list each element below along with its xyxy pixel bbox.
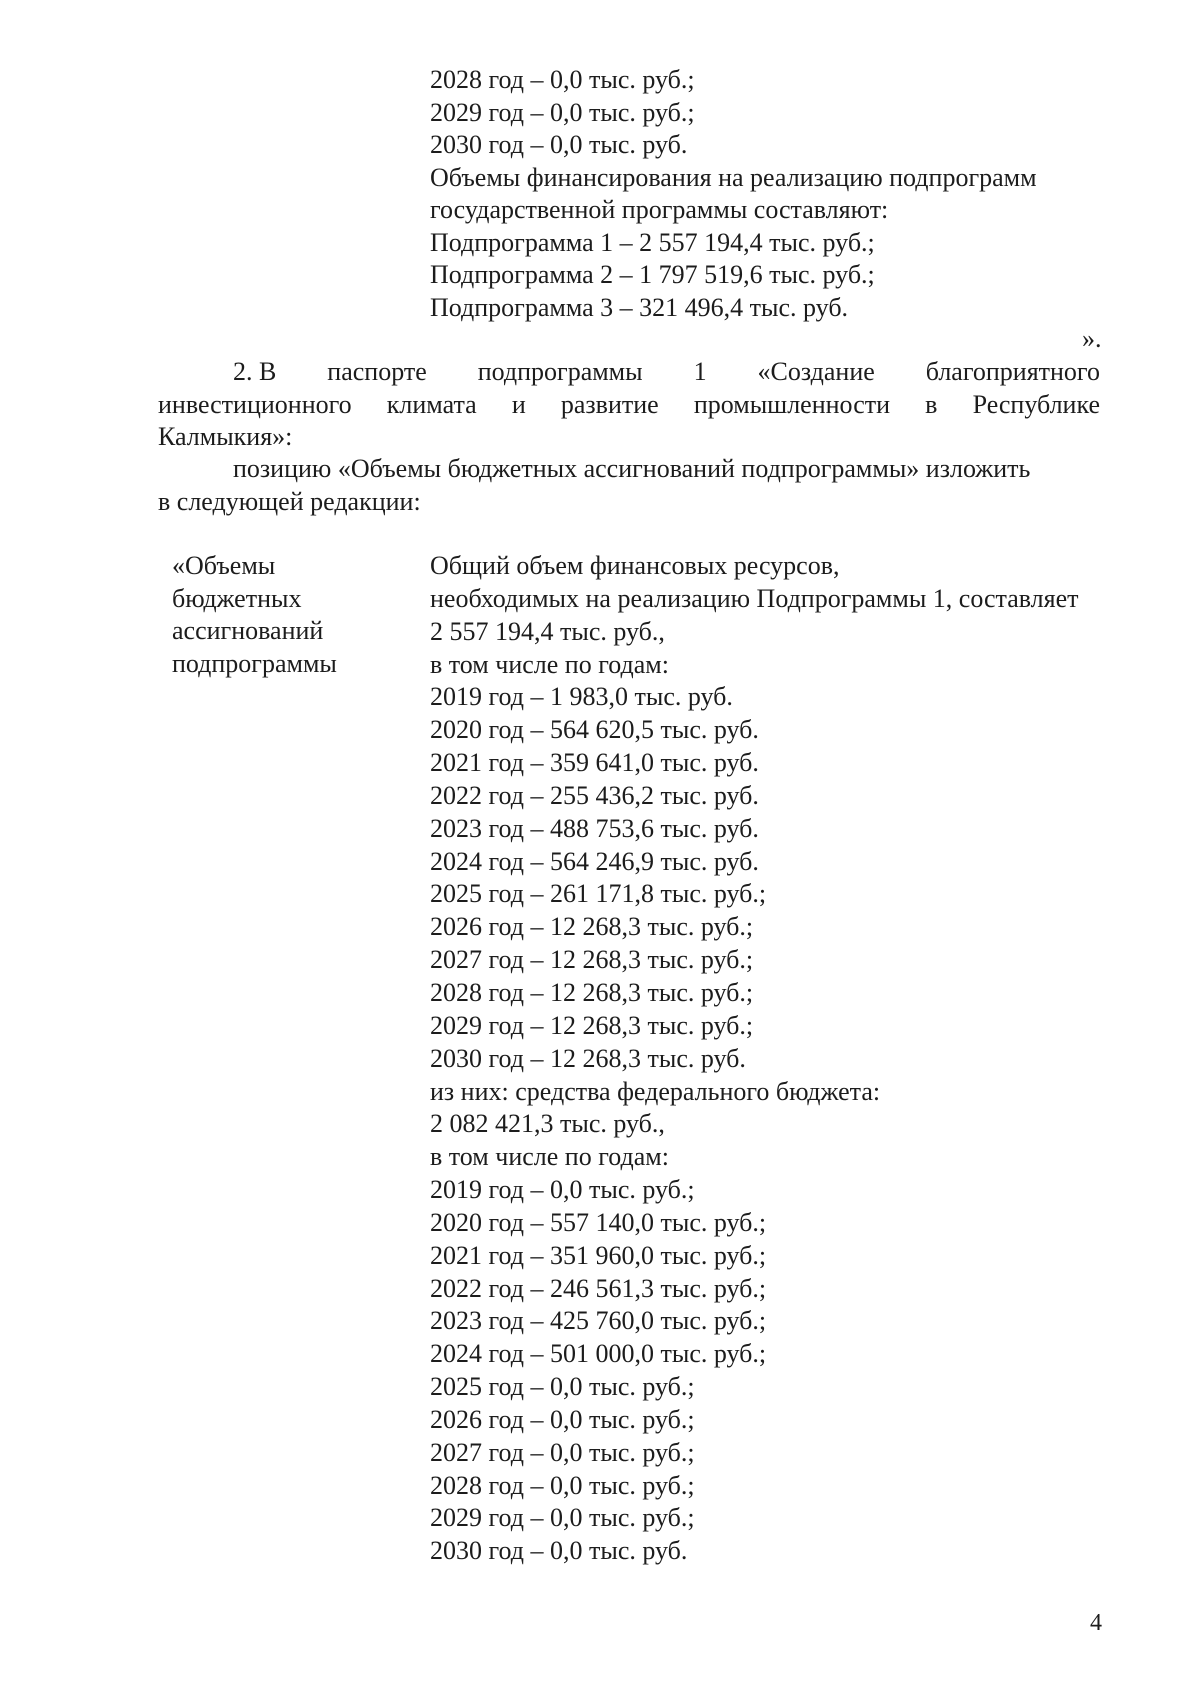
paragraph-line: [158, 389, 1100, 422]
funding-line: 2030 год – 12 268,3 тыс. руб.: [430, 1043, 746, 1073]
text-line: Объемы финансирования на реализацию подпрограмм: [430, 162, 1037, 192]
row-label-line: «Объемы: [172, 551, 276, 580]
funding-line: 2023 год – 488 753,6 тыс. руб.: [430, 813, 759, 843]
word: «Создание: [757, 357, 875, 386]
funding-line: 2020 год – 557 140,0 тыс. руб.;: [430, 1207, 767, 1237]
paragraph-line: [158, 356, 1100, 389]
funding-summary-block: [430, 64, 1037, 324]
table-right-column: [430, 550, 1079, 1568]
paragraph-line: позицию «Объемы бюджетных ассигнований подпрограммы» изложить: [233, 454, 1031, 483]
row-label-line: бюджетных: [172, 583, 302, 613]
text-line: 2030 год – 0,0 тыс. руб.: [430, 130, 688, 159]
word: подпрограммы: [477, 357, 643, 386]
closing-quote: ».: [1082, 324, 1102, 353]
funding-line: 2030 год – 0,0 тыс. руб.: [430, 1536, 688, 1566]
row-label-line: ассигнований: [172, 616, 324, 645]
funding-line: необходимых на реализацию Подпрограммы 1, составляет: [430, 583, 1079, 613]
paragraph-3: [158, 453, 1100, 518]
funding-line: 2 082 421,3 тыс. руб.,: [430, 1109, 665, 1139]
funding-line: 2025 год – 0,0 тыс. руб.;: [430, 1372, 695, 1402]
funding-line: 2022 год – 246 561,3 тыс. руб.;: [430, 1273, 767, 1303]
word: 1: [693, 357, 707, 386]
funding-line: 2019 год – 1 983,0 тыс. руб.: [430, 682, 733, 712]
paragraph-line: Калмыкия»:: [158, 422, 293, 451]
word: в: [925, 389, 938, 419]
paragraph-line: в следующей редакции:: [158, 486, 421, 516]
word: инвестиционного: [158, 389, 352, 419]
row-label-line: подпрограммы: [172, 648, 337, 678]
text-line: Подпрограмма 2 – 1 797 519,6 тыс. руб.;: [430, 260, 875, 289]
word: и: [511, 389, 526, 419]
funding-line: 2023 год – 425 760,0 тыс. руб.;: [430, 1306, 767, 1336]
funding-line: 2026 год – 12 268,3 тыс. руб.;: [430, 912, 754, 942]
text-line: Подпрограмма 1 – 2 557 194,4 тыс. руб.;: [430, 227, 875, 257]
text-line: 2029 год – 0,0 тыс. руб.;: [430, 97, 695, 127]
word: паспорте: [327, 357, 427, 386]
text-line: Подпрограмма 3 – 321 496,4 тыс. руб.: [430, 292, 849, 322]
funding-line: 2029 год – 12 268,3 тыс. руб.;: [430, 1010, 754, 1040]
word: развитие: [560, 389, 659, 419]
funding-line: 2026 год – 0,0 тыс. руб.;: [430, 1404, 695, 1434]
funding-line: 2024 год – 501 000,0 тыс. руб.;: [430, 1339, 767, 1369]
word: Республике: [972, 389, 1100, 419]
paragraph-2: [158, 356, 1100, 454]
funding-line: 2024 год – 564 246,9 тыс. руб.: [430, 846, 759, 876]
funding-line: в том числе по годам:: [430, 649, 669, 679]
word: климата: [386, 389, 477, 419]
funding-line: 2028 год – 0,0 тыс. руб.;: [430, 1470, 695, 1500]
word: промышленности: [693, 389, 891, 419]
word: благоприятного: [925, 357, 1100, 386]
funding-line: 2029 год – 0,0 тыс. руб.;: [430, 1503, 695, 1533]
funding-line: Общий объем финансовых ресурсов,: [430, 551, 840, 580]
funding-line: в том числе по годам:: [430, 1142, 669, 1172]
funding-line: 2019 год – 0,0 тыс. руб.;: [430, 1175, 695, 1205]
funding-line: 2021 год – 351 960,0 тыс. руб.;: [430, 1240, 767, 1270]
funding-line: 2027 год – 0,0 тыс. руб.;: [430, 1437, 695, 1467]
funding-line: 2028 год – 12 268,3 тыс. руб.;: [430, 977, 754, 1007]
text-line: 2028 год – 0,0 тыс. руб.;: [430, 65, 695, 94]
text-line: государственной программы составляют:: [430, 195, 889, 224]
word: 2. В: [233, 357, 277, 386]
funding-line: 2 557 194,4 тыс. руб.,: [430, 616, 665, 646]
funding-line: 2022 год – 255 436,2 тыс. руб.: [430, 780, 759, 810]
page-number: 4: [1090, 1610, 1102, 1636]
funding-line: 2025 год – 261 171,8 тыс. руб.;: [430, 879, 767, 909]
funding-line: 2027 год – 12 268,3 тыс. руб.;: [430, 945, 754, 975]
funding-line: 2020 год – 564 620,5 тыс. руб.: [430, 715, 759, 745]
funding-line: из них: средства федерального бюджета:: [430, 1076, 881, 1106]
table-left-column: [172, 550, 337, 680]
funding-line: 2021 год – 359 641,0 тыс. руб.: [430, 748, 759, 778]
